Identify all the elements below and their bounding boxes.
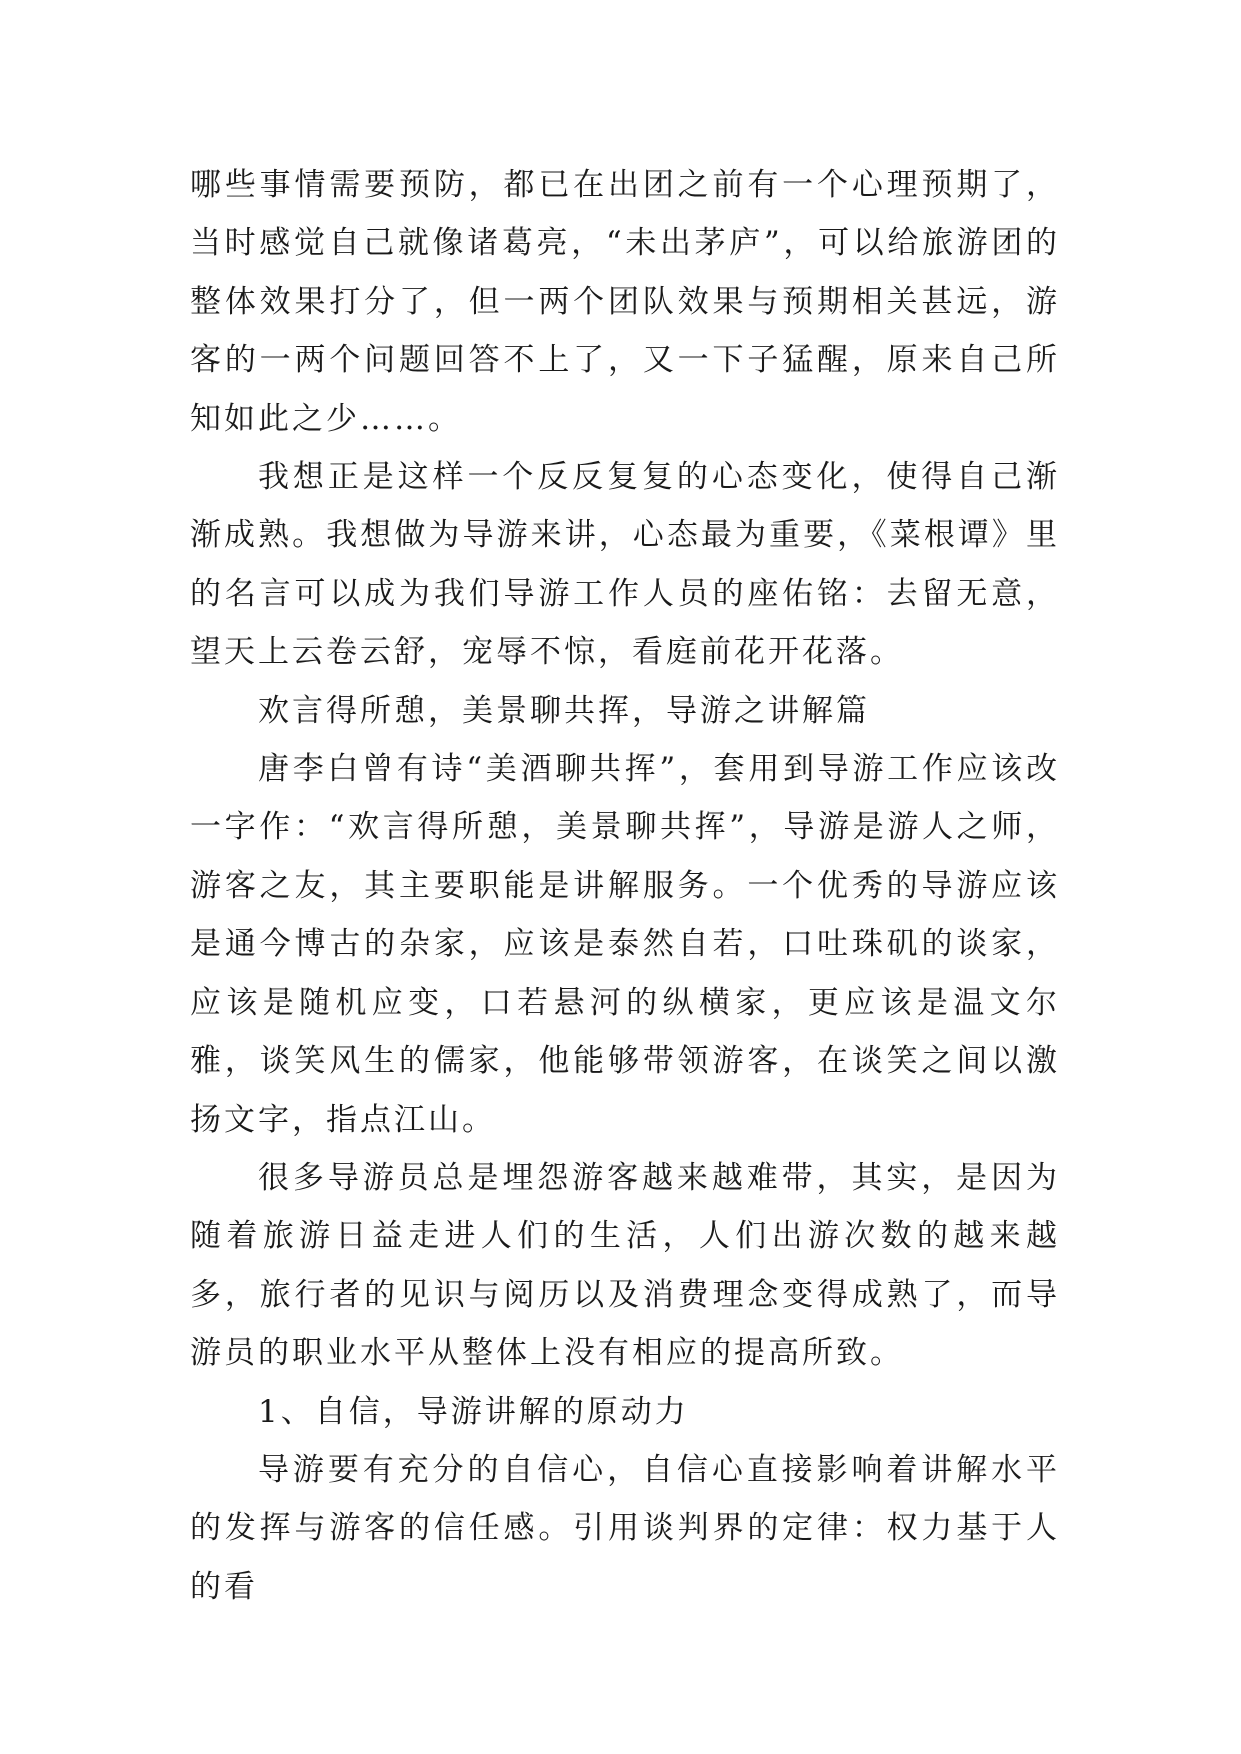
paragraph-1: 哪些事情需要预防，都已在出团之前有一个心理预期了，当时感觉自己就像诸葛亮，“未出茅庐”，可以给旅游团的整体效果打分了，但一两个团队效果与预期相关甚远，游客的一两个问题回答不上了，又一下子猛醒，原来自己所知如此之少……。 bbox=[190, 167, 1060, 437]
subheading-confidence: 1、自信，导游讲解的原动力 bbox=[258, 1393, 689, 1430]
body-text bbox=[190, 156, 1060, 1616]
section-heading-commentary: 欢言得所憩，美景聊共挥，导游之讲解篇 bbox=[258, 692, 870, 729]
paragraph-2: 我想正是这样一个反反复复的心态变化，使得自己渐渐成熟。我想做为导游来讲，心态最为重要，《菜根谭》里的名言可以成为我们导游工作人员的座佑铭：去留无意，望天上云卷云舒，宠辱不惊，看庭前花开花落。 bbox=[190, 459, 1060, 671]
paragraph-4: 很多导游员总是埋怨游客越来越难带，其实，是因为随着旅游日益走进人们的生活，人们出游次数的越来越多，旅行者的见识与阅历以及消费理念变得成熟了，而导游员的职业水平从整体上没有相应的提高所致。 bbox=[190, 1159, 1060, 1372]
paragraph-5: 导游要有充分的自信心，自信心直接影响着讲解水平的发挥与游客的信任感。引用谈判界的定律：权力基于人的看 bbox=[190, 1451, 1060, 1605]
paragraph-3: 唐李白曾有诗“美酒聊共挥”，套用到导游工作应该改一字作：“欢言得所憩，美景聊共挥”，导游是游人之师，游客之友，其主要职能是讲解服务。一个优秀的导游应该是通今博古的杂家，应该是泰然自若，口吐珠矶的谈家，应该是随机应变，口若悬河的纵横家，更应该是温文尔雅，谈笑风生的儒家，他能够带领游客，在谈笑之间以激扬文字，指点江山。 bbox=[190, 751, 1060, 1138]
